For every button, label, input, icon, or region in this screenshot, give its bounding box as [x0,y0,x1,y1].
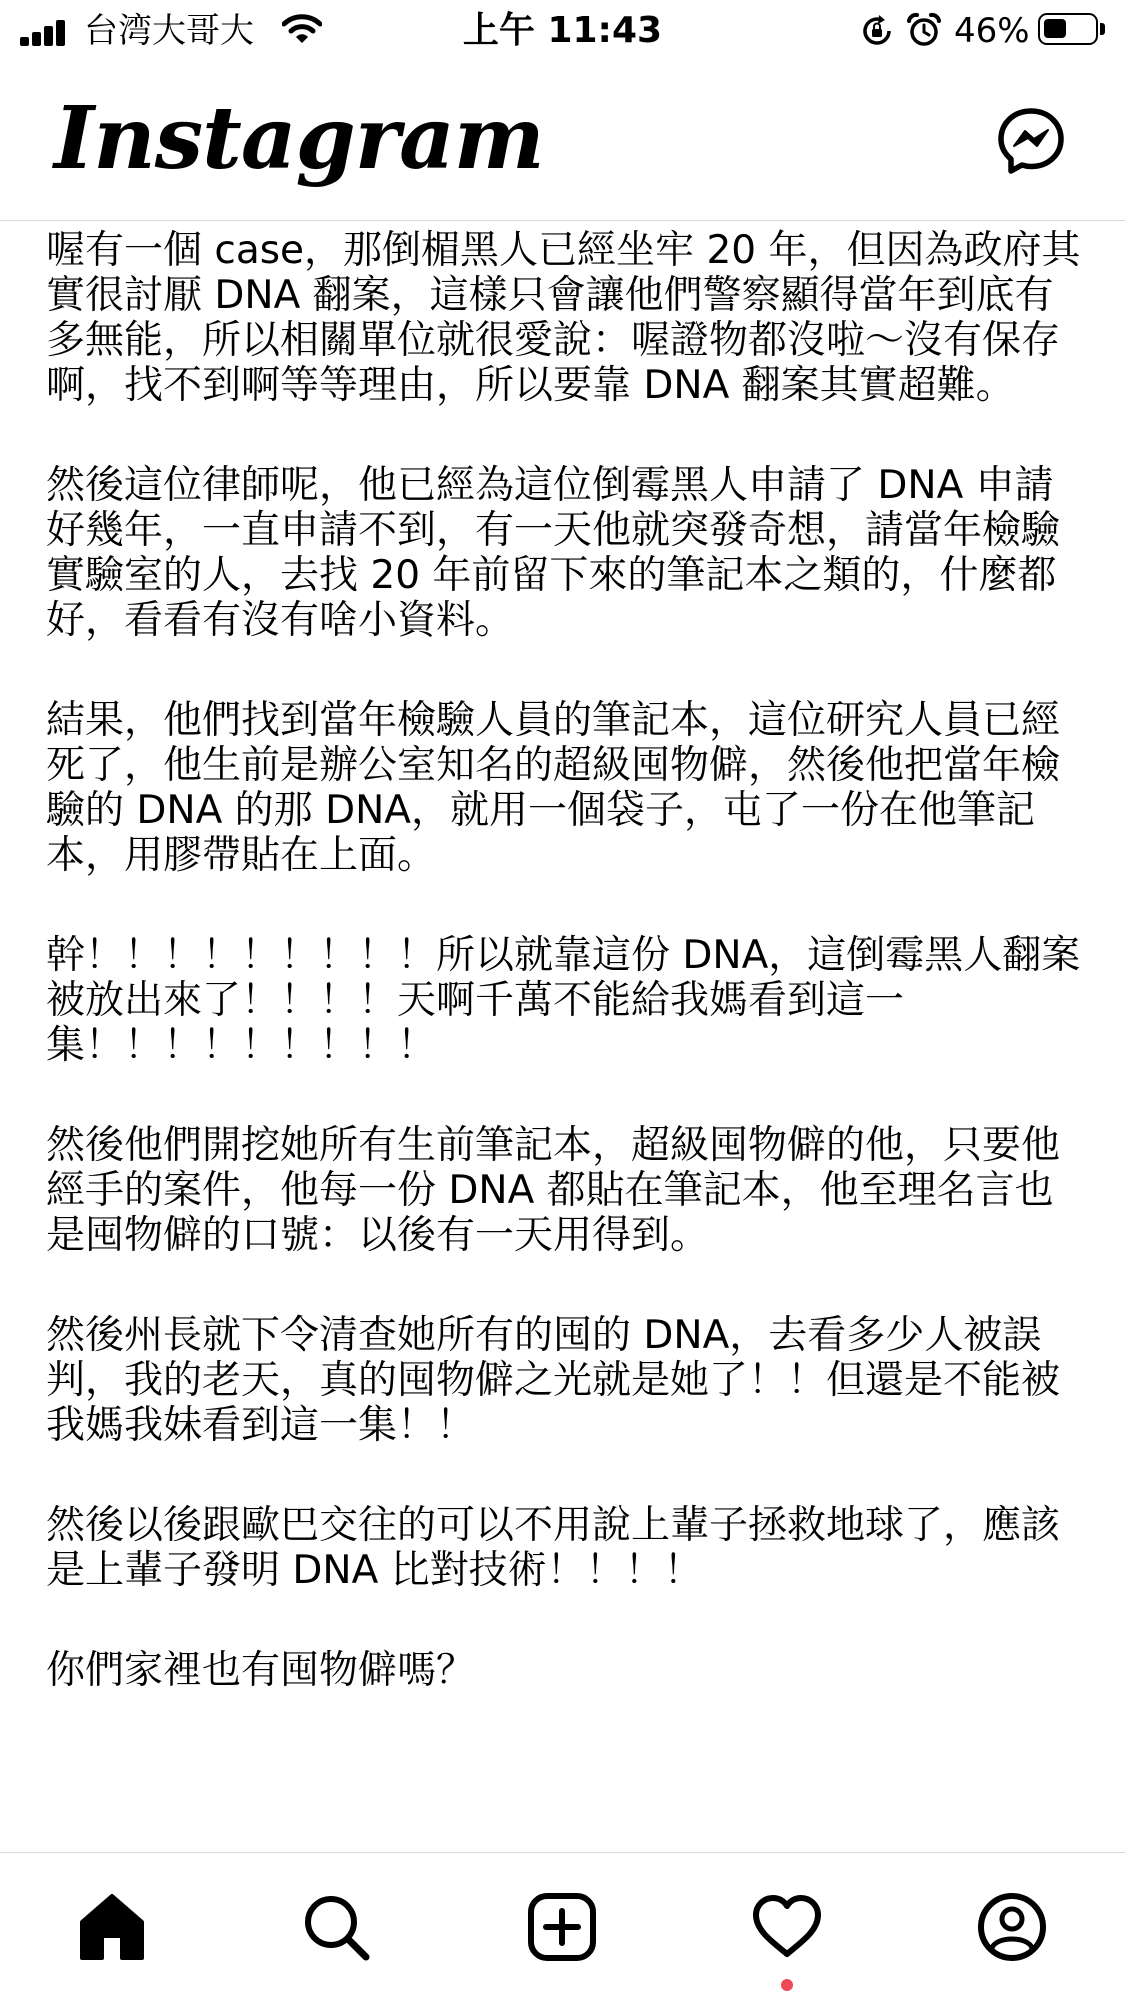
status-bar [0,0,1125,62]
caption-paragraph: 然後州長就下令清查她所有的囤的 DNA，去看多少人被誤判，我的老天，真的囤物僻之光就是她了！！但還是不能被我媽我妹看到這一集！！ [46,1313,1061,1448]
app-header [0,62,1125,221]
search-icon[interactable] [296,1887,376,1967]
caption-paragraph: 然後他們開挖她所有生前筆記本，超級囤物僻的他，只要他經手的案件，他每一份 DNA 都貼在筆記本，他至理名言也是囤物僻的口號：以後有一天用得到。 [46,1123,1061,1258]
activity-heart-icon[interactable] [747,1887,827,1967]
battery-percent: 46% [954,11,1030,51]
profile-icon[interactable] [972,1887,1052,1967]
alarm-icon [906,12,942,48]
caption-paragraph: 喔有一個 case，那倒楣黑人已經坐牢 20 年，但因為政府其實很討厭 DNA 翻案，這樣只會讓他們警察顯得當年到底有多無能，所以相關單位就很愛說：喔證物都沒啦～沒有保存啊，找不到啊等等理由，所以要靠 DNA 翻案其實超難。 [46,228,1081,408]
notification-dot [781,1979,793,1991]
carrier-name: 台湾大哥大 [84,11,254,51]
messenger-icon[interactable] [996,106,1066,176]
new-post-icon[interactable] [522,1887,602,1967]
caption-paragraph: 幹！！！！！！！！！所以就靠這份 DNA，這倒霉黑人翻案被放出來了！！！！天啊千萬不能給我媽看到這一集！！！！！！！！！ [46,933,1081,1068]
instagram-logo[interactable]: Instagram [54,88,544,189]
rotation-lock-icon [860,14,894,48]
home-icon[interactable] [72,1887,152,1967]
caption-paragraph: 然後這位律師呢，他已經為這位倒霉黑人申請了 DNA 申請好幾年，一直申請不到，有一天他就突發奇想，請當年檢驗實驗室的人，去找 20 年前留下來的筆記本之類的，什麼都好，看看有沒有啥小資料。 [46,463,1061,643]
battery-icon [1038,13,1098,45]
battery-tip [1100,23,1105,35]
caption-paragraph: 你們家裡也有囤物僻嗎？ [46,1648,476,1693]
status-time: 上午 11:43 [462,10,663,51]
caption-paragraph: 然後以後跟歐巴交往的可以不用說上輩子拯救地球了，應該是上輩子發明 DNA 比對技術！！！！ [46,1503,1061,1593]
bottom-nav [0,1852,1125,2002]
caption-paragraph: 結果，他們找到當年檢驗人員的筆記本，這位研究人員已經死了，他生前是辦公室知名的超級囤物僻，然後他把當年檢驗的 DNA 的那 DNA，就用一個袋子，屯了一份在他筆記本，用膠帶貼在上面。 [46,698,1061,878]
post-caption [46,222,1086,1748]
